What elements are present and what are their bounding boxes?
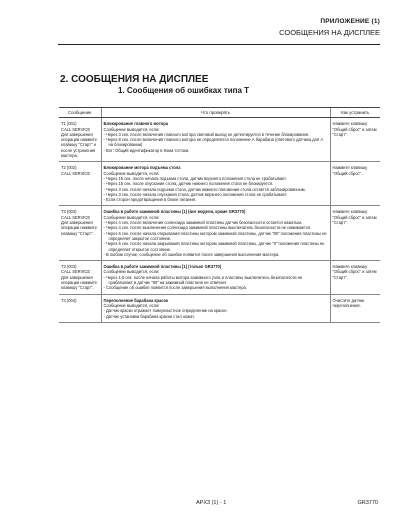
error-title: Ошибка в работе зажимной пластины [1] (только GR3770) [103,264,222,270]
table-row [59,294,380,322]
column-header-check: Что проверять [101,108,330,118]
description-cell [101,162,330,206]
remedy-cell: Нажмите клавишу "Общий сброс". [330,162,380,206]
header-rule [58,44,380,45]
table-row [59,261,380,294]
list-item: - Датчик краски отражает поверхностное определение на краске. [104,308,328,313]
condition-list [104,220,328,257]
error-intro: Сообщение выводится, если: [103,214,160,220]
list-item: - Через 6 сек. после начала закрывания пластины мотором зажимной пластины, датчик "0" положения пластины не определяет открытое состояние. [104,241,328,252]
description-cell [101,261,330,294]
table-row [59,206,380,261]
remedy-cell: Нажмите клавишу "Общий сброс" и затем "Старт". [330,206,380,261]
header-app-name: ПРИЛОЖЕНИЕ (1) [320,18,380,25]
list-item: - Через 6 сек. после начала открывания пластины мотором зажимной пластины, датчик "80" положения пластины не определяет закрытое состояние. [104,231,328,242]
column-header-fix: Как устранить [330,108,380,118]
table-row [59,162,380,206]
error-code-cell: T2 (002) CALL SERVICE [59,162,101,206]
table-header-row [59,108,380,118]
list-item: - Через 3 сек. после начала подъема стола, датчик нижнего положения стола остается заблокированным. [104,187,328,192]
description-cell [101,294,330,322]
description-cell [101,118,330,162]
error-code-cell: T4 (004) [59,294,101,322]
section-title: 1. Сообщения об ошибках типа T [118,86,250,95]
header-section-name: СООБЩЕНИЯ НА ДИСПЛЕЕ [279,28,380,37]
error-code-cell: T3 (003) CALL SERVICE Для завершения операции нажмите клавишу "Старт". [59,261,101,294]
list-item: - Если сторон предотвращения в блоке питания. [104,197,328,202]
list-item: - Через 3 сек. после включения главного мотора световой выход не детектируется в течение блокирования. [104,132,328,137]
error-intro: Сообщение выводится, если: [103,302,160,308]
running-header [279,18,380,37]
error-title: Блокирование главного мотора [103,121,169,127]
condition-list [104,275,328,291]
list-item: - Датчик установки барабана краски стал нажат. [104,314,328,319]
remedy-cell: Нажмите клавишу "Общий сброс" и затем "Старт". [330,118,380,162]
error-table [59,107,380,323]
error-code-cell: T3 (003) CALL SERVICE Для завершения операции нажмите клавишу "Старт". [59,206,101,261]
list-item: - Вот: Общий идентификатор в Кома тогтоки. [104,148,328,153]
list-item: - Через 4 сек. после выключения соленоида зажимной пластины выключатель безопасности не нажимается. [104,225,328,230]
column-header-message: Сообщение [59,108,101,118]
list-item: - Через 3 сек. после начала опускания стола, датчик верхнего положения стола не срабатывает. [104,192,328,197]
error-intro: Сообщение выводится, если: [103,170,160,176]
condition-list [104,176,328,202]
chapter-title: 2. СООБЩЕНИЯ НА ДИСПЛЕЕ [60,74,209,85]
error-title: Блокирование мотора подъема стола [103,165,181,171]
list-item: - Через 15 сек. после опускания стола, датчик нижнего положения стола не блокируется. [104,181,328,186]
remedy-cell: Нажмите клавишу "Общий сброс" и затем "Старт". [330,261,380,294]
document-code: GR3770 [357,500,378,506]
error-title: Переполнение барабана красок [103,297,169,303]
list-item: - Через 15 сек. после начала подъема стола, датчик верхнего положения стола не срабатывает. [104,176,328,181]
error-code-cell: T1 (001) CALL SERVICE Для завершения операции нажмите клавишу "Старт" и после устранения мастера. [59,118,101,162]
list-item: - Через 8 сек. после включения главного мотора не определяется положение А барабана (светового датчика для А на блокировании). [104,137,328,148]
error-title: Ошибка в работе зажимной пластины [1] (все модели, кроме GR3770) [103,209,246,215]
error-intro: Сообщение выводится, если: [103,126,160,132]
condition-list [104,308,328,319]
list-item: - В любом случае, сообщение об ошибке появится после завершения выполнения мастера. [104,252,328,257]
table-row [59,118,380,162]
list-item: - Сообщение об ошибке появится после завершения выполнения мастера. [104,285,328,290]
condition-list [104,132,328,153]
error-intro: Сообщение выводится, если: [103,269,160,275]
page-number: APX3 (1) - 1 [196,500,227,506]
list-item: - Через 1,5 сек. после начала работы мотора зажимного узла и пластины выключатель безопасности не срабатывает и датчик "80" на зажимной пластине не отвечает. [104,275,328,286]
description-cell [101,206,330,261]
list-item: - Через 4 сек. после включения соленоида зажимной пластины датчик безопасности остается нажатым. [104,220,328,225]
remedy-cell: Очистите датчик переполнения. [330,294,380,322]
